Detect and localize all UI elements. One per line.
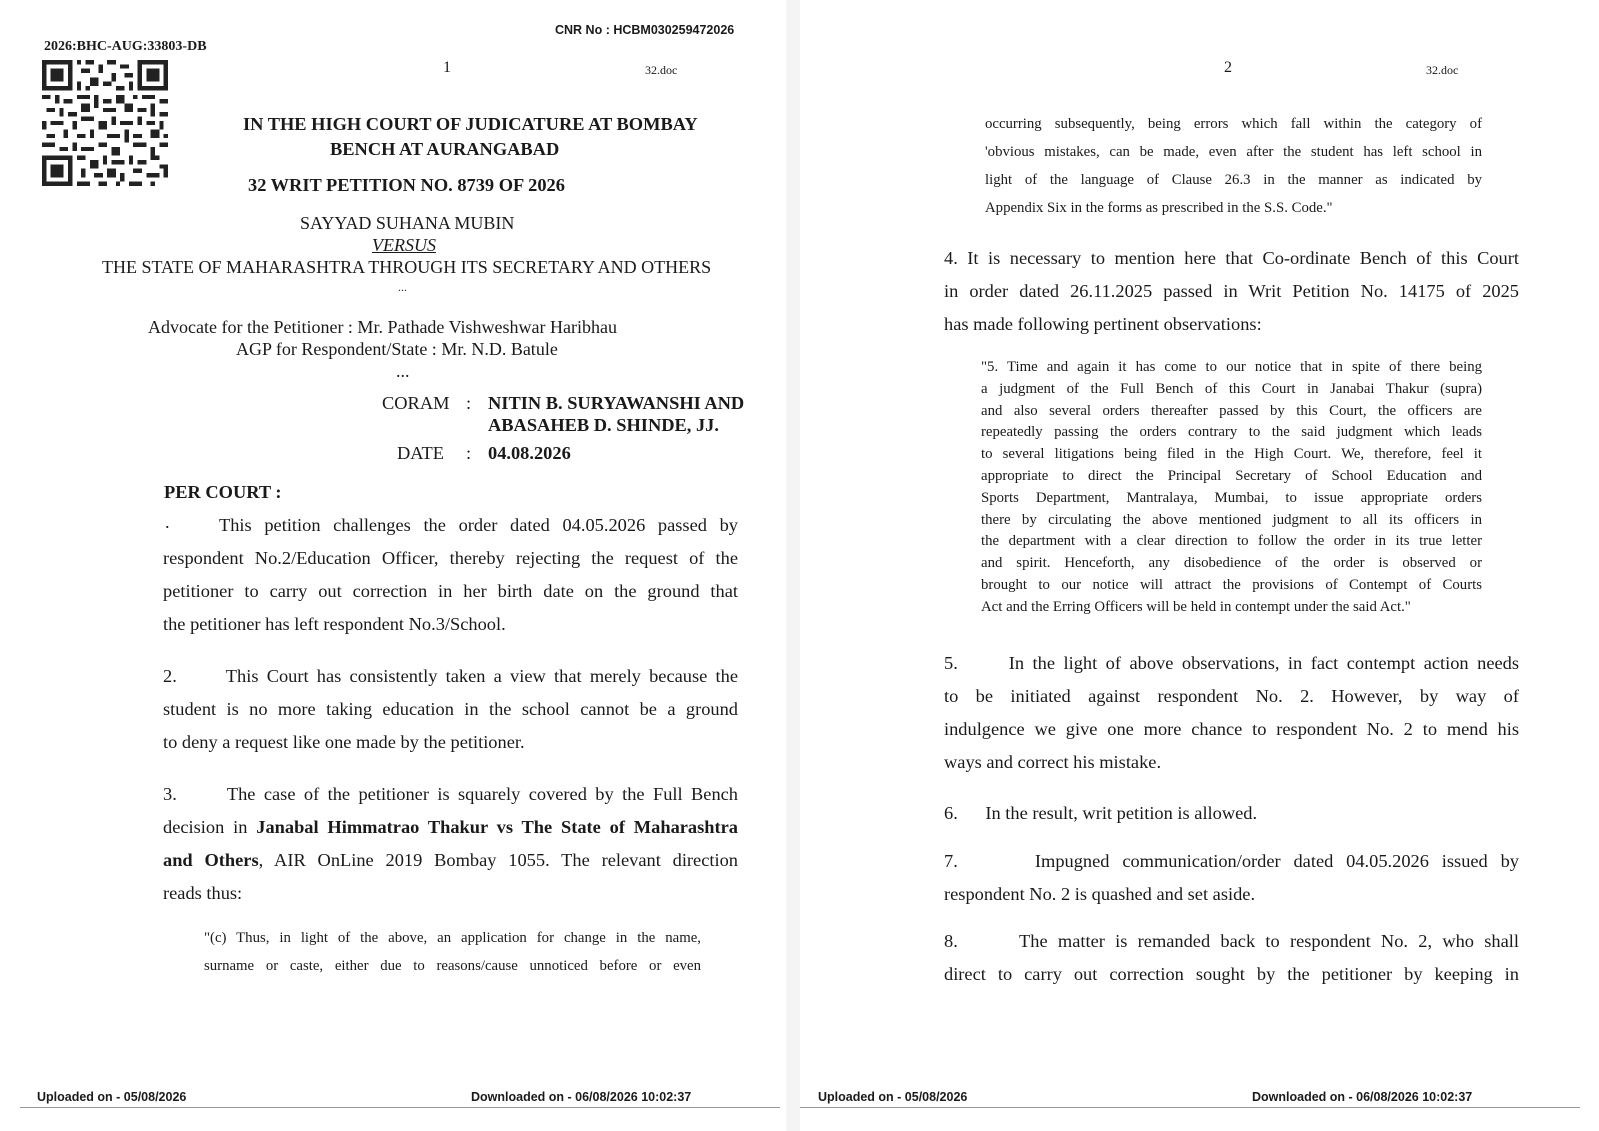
paragraph-2 [163, 660, 738, 759]
case-name: and Others [163, 850, 259, 870]
paragraph-line: ways and correct his mistake. [944, 752, 1162, 772]
paragraph-line: reads thus: [163, 883, 243, 903]
case-name: Janabal Himmatrao Thakur vs The State of Maharashtra [256, 817, 738, 837]
quote-line: repeatedly passing the orders contrary to the said judgment which leads [981, 424, 1482, 441]
date-label: DATE [397, 443, 444, 463]
uploaded-date: Uploaded on - 05/08/2026 [37, 1090, 187, 1104]
paragraph-5 [944, 647, 1519, 779]
coram-label: CORAM [382, 393, 450, 413]
block-quote [204, 924, 701, 980]
paragraph-line: 3. The case of the petitioner is squarely covered by the Full Bench [163, 784, 738, 804]
quote-line: Act and the Erring Officers will be held in contempt under the said Act." [981, 598, 1411, 615]
cnr-number: CNR No : HCBM030259472026 [555, 23, 735, 37]
quote-line: the department with a clear direction to follow the order in its true letter [981, 533, 1482, 550]
paragraph-8 [944, 925, 1519, 991]
footer-divider [800, 1107, 1580, 1108]
paragraph-line: petitioner to carry out correction in her birth date on the ground that [163, 581, 738, 601]
quote-line: and also several orders thereafter passed by this Court, the officers are [981, 402, 1482, 419]
paragraph-line: This petition challenges the order dated 04.05.2026 passed by [219, 515, 738, 535]
qr-code-icon [42, 60, 168, 186]
paragraph-line: has made following pertinent observations: [944, 314, 1262, 334]
bench-name: BENCH AT AURANGABAD [330, 139, 560, 159]
paragraph-line [163, 844, 738, 877]
document-page-2 [800, 0, 1599, 1131]
paragraph-line: 4. It is necessary to mention here that Co-ordinate Bench of this Court [944, 248, 1519, 268]
petitioner-name: SAYYAD SUHANA MUBIN [300, 213, 515, 233]
paragraph-line: 6. In the result, writ petition is allowed. [944, 803, 1258, 823]
paragraph-line: respondent No.2/Education Officer, thereby rejecting the request of the [163, 548, 738, 568]
agp-respondent: AGP for Respondent/State : Mr. N.D. Batule [236, 339, 558, 359]
paragraph-3 [163, 778, 738, 910]
quote-line: 'obvious mistakes, can be made, even after the student has left school in [985, 144, 1482, 160]
coram-colon: : [466, 393, 472, 413]
paragraph-line: to deny a request like one made by the petitioner. [163, 732, 525, 752]
order-date: 04.08.2026 [488, 443, 571, 463]
page-gutter [786, 0, 800, 1131]
respondent-name: THE STATE OF MAHARASHTRA THROUGH ITS SECRETARY AND OTHERS [102, 257, 712, 277]
quote-line: Appendix Six in the forms as prescribed in the S.S. Code." [985, 200, 1333, 216]
quote-line: brought to our notice will attract the provisions of Contempt of Courts [981, 576, 1482, 593]
paragraph-line: 5. In the light of above observations, in fact contempt action needs [944, 653, 1519, 673]
quote-line: "5. Time and again it has come to our notice that in spite of there being [981, 359, 1482, 375]
quote-line: to several litigations being filed in the High Court. We, therefore, feel it [981, 446, 1482, 463]
paragraph-6 [944, 797, 1519, 830]
paragraph-line: 2. This Court has consistently taken a view that merely because the [163, 666, 738, 686]
paragraph-line: direct to carry out correction sought by the petitioner by keeping in [944, 964, 1519, 984]
quote-line: "(c) Thus, in light of the above, an application for change in the name, [204, 930, 701, 946]
paragraph-line: in order dated 26.11.2025 passed in Writ Petition No. 14175 of 2025 [944, 281, 1519, 301]
footer-divider [20, 1107, 780, 1108]
paragraph-line [163, 811, 738, 844]
paragraph-line: respondent No. 2 is quashed and set aside. [944, 884, 1256, 904]
doc-name: 32.doc [645, 63, 678, 77]
quote-line: surname or caste, either due to reasons/cause unnoticed before or even [204, 958, 701, 974]
doc-name: 32.doc [1426, 63, 1459, 77]
paragraph-line: the petitioner has left respondent No.3/School. [163, 614, 506, 634]
quote-line: occurring subsequently, being errors which fall within the category of [985, 116, 1482, 132]
coram-judges: NITIN B. SURYAWANSHI AND [488, 393, 745, 413]
date-colon: : [466, 443, 472, 463]
quote-line: there by circulating the above mentioned judgment to all its officers in [981, 511, 1482, 528]
advocate-petitioner: Advocate for the Petitioner : Mr. Pathade Vishweshwar Haribhau [148, 317, 617, 337]
paragraph-line: to be initiated against respondent No. 2. However, by way of [944, 686, 1519, 706]
petition-number: 32 WRIT PETITION NO. 8739 OF 2026 [248, 175, 565, 195]
paragraph-marker: . [165, 512, 170, 532]
uploaded-date: Uploaded on - 05/08/2026 [818, 1090, 968, 1104]
paragraph-1 [163, 509, 738, 641]
paragraph-7 [944, 845, 1519, 911]
block-quote [985, 110, 1482, 222]
page-number: 1 [443, 59, 451, 76]
neutral-citation: 2026:BHC-AUG:33803-DB [44, 39, 207, 54]
paragraph-text: , AIR OnLine 2019 Bombay 1055. The relevant direction [258, 850, 738, 870]
paragraph-4 [944, 242, 1519, 341]
paragraph-line: indulgence we give one more chance to respondent No. 2 to mend his [944, 719, 1519, 739]
paragraph-line: 8. The matter is remanded back to respondent No. 2, who shall [944, 931, 1519, 951]
quote-line: Sports Department, Mantralaya, Mumbai, to issue appropriate orders [981, 489, 1482, 506]
separator-dots: ... [398, 280, 407, 294]
paragraph-text: decision in [163, 817, 257, 837]
downloaded-date: Downloaded on - 06/08/2026 10:02:37 [1252, 1090, 1473, 1104]
page-number: 2 [1224, 59, 1232, 76]
coram-judges: ABASAHEB D. SHINDE, JJ. [488, 415, 719, 435]
quote-line: a judgment of the Full Bench of this Court in Janabai Thakur (supra) [981, 380, 1482, 397]
separator-dots: ... [396, 361, 410, 381]
quote-line: light of the language of Clause 26.3 in the manner as indicated by [985, 172, 1482, 188]
quote-line: and spirit. Henceforth, any disobedience of the order is observed or [981, 555, 1482, 572]
quote-line: appropriate to direct the Principal Secretary of School Education and [981, 467, 1482, 484]
court-name: IN THE HIGH COURT OF JUDICATURE AT BOMBAY [243, 114, 698, 134]
paragraph-line: 7. Impugned communication/order dated 04.05.2026 issued by [944, 851, 1519, 871]
per-court-heading: PER COURT : [164, 482, 282, 502]
downloaded-date: Downloaded on - 06/08/2026 10:02:37 [471, 1090, 692, 1104]
block-quote [981, 357, 1482, 619]
versus-label: VERSUS [372, 235, 436, 255]
paragraph-line: student is no more taking education in the school cannot be a ground [163, 699, 738, 719]
